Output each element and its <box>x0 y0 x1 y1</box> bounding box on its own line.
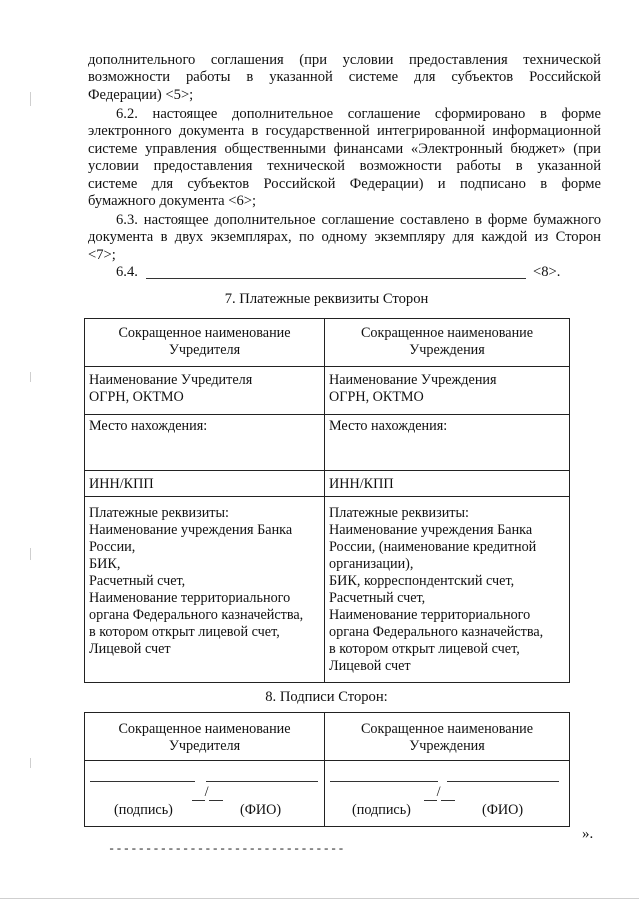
text-line: электронного документа в государственной интегрированной информационной <box>88 123 601 140</box>
table-row <box>85 319 570 367</box>
table-row <box>85 367 570 415</box>
text-line: бумажного документа <6>; <box>88 193 257 210</box>
clause-6-4-blank-line <box>146 278 526 279</box>
founder-short-name-cell: Сокращенное наименование Учредителя <box>85 319 325 367</box>
table-row <box>85 471 570 497</box>
founder-slash: / <box>192 784 223 801</box>
closing-quote: ». <box>582 826 594 842</box>
text-line: 6.3. настоящее дополнительное соглашение составлено в форме бумажного <box>116 212 601 228</box>
founder-name-line <box>206 781 318 782</box>
table-row <box>85 415 570 471</box>
scan-edge <box>0 898 639 899</box>
founder-payment-details-cell: Платежные реквизиты: Наименование учреждения Банка России, БИК, Расчетный счет, Наименование территориального органа Федерального казначейства, в котором открыт лицевой счет, Лицевой счет <box>85 497 325 683</box>
text-line: системе для субъектов Российской Федерации) и подписано в форме <box>88 175 601 192</box>
institution-signature-label: (подпись) <box>352 802 411 818</box>
institution-short-name-cell: Сокращенное наименование Учреждения <box>325 319 570 367</box>
founder-address-cell: Место нахождения: <box>85 415 325 471</box>
institution-address-cell: Место нахождения: <box>325 415 570 471</box>
scan-artifact <box>30 758 31 768</box>
scan-artifact <box>30 548 31 560</box>
institution-signature-line <box>330 781 438 782</box>
institution-name-cell: Наименование Учреждения ОГРН, ОКТМО <box>325 367 570 415</box>
paragraph-continuation <box>88 52 601 104</box>
founder-signature-label: (подпись) <box>114 802 173 818</box>
founder-name-cell: Наименование Учредителя ОГРН, ОКТМО <box>85 367 325 415</box>
text-line: возможности работы в указанной системе для субъектов Российской <box>88 69 601 86</box>
text-line: Федерации) <5>; <box>88 86 194 103</box>
payment-details-table <box>84 318 570 683</box>
clause-6-2 <box>88 106 601 210</box>
institution-slash: / <box>424 784 455 801</box>
table-row <box>85 497 570 683</box>
scan-artifact <box>30 372 31 382</box>
institution-inn-kpp-cell: ИНН/КПП <box>325 471 570 497</box>
text-line: 6.2. настоящее дополнительное соглашение сформировано в форме <box>116 106 601 122</box>
institution-name-line <box>447 781 559 782</box>
table-row <box>85 713 570 761</box>
section-7-title: 7. Платежные реквизиты Сторон <box>224 291 429 307</box>
text-line: документа в двух экземплярах, по одному экземпляру для каждой из Сторон <box>88 229 601 246</box>
text-line: дополнительного соглашения (при условии предоставления технической <box>88 52 601 68</box>
text-line: системе управления общественными финансами «Электронный бюджет» (при <box>88 140 601 157</box>
section-8-title: 8. Подписи Сторон: <box>265 689 388 705</box>
institution-name-label: (ФИО) <box>482 802 524 818</box>
founder-name-label: (ФИО) <box>240 802 282 818</box>
clause-6-4 <box>116 264 138 281</box>
founder-signature-header: Сокращенное наименование Учредителя <box>85 713 325 761</box>
clause-6-4-suffix: <8>. <box>533 264 561 280</box>
scan-artifact <box>30 92 31 106</box>
founder-signature-line <box>90 781 195 782</box>
text-line: <7>; <box>88 246 116 263</box>
text-line: условии предоставления технической возможности работы в указанной <box>88 158 601 175</box>
footnote-separator: -------------------------------- <box>108 842 345 856</box>
clause-6-4-number: 6.4. <box>116 264 138 280</box>
founder-inn-kpp-cell: ИНН/КПП <box>85 471 325 497</box>
clause-6-3 <box>88 212 601 264</box>
institution-payment-details-cell: Платежные реквизиты: Наименование учреждения Банка России, (наименование кредитной организации), БИК, корреспондентский счет, Расчетный счет, Наименование территориального органа Федерального казначейства, в котором открыт лицевой счет, Лицевой счет <box>325 497 570 683</box>
institution-signature-header: Сокращенное наименование Учреждения <box>325 713 570 761</box>
